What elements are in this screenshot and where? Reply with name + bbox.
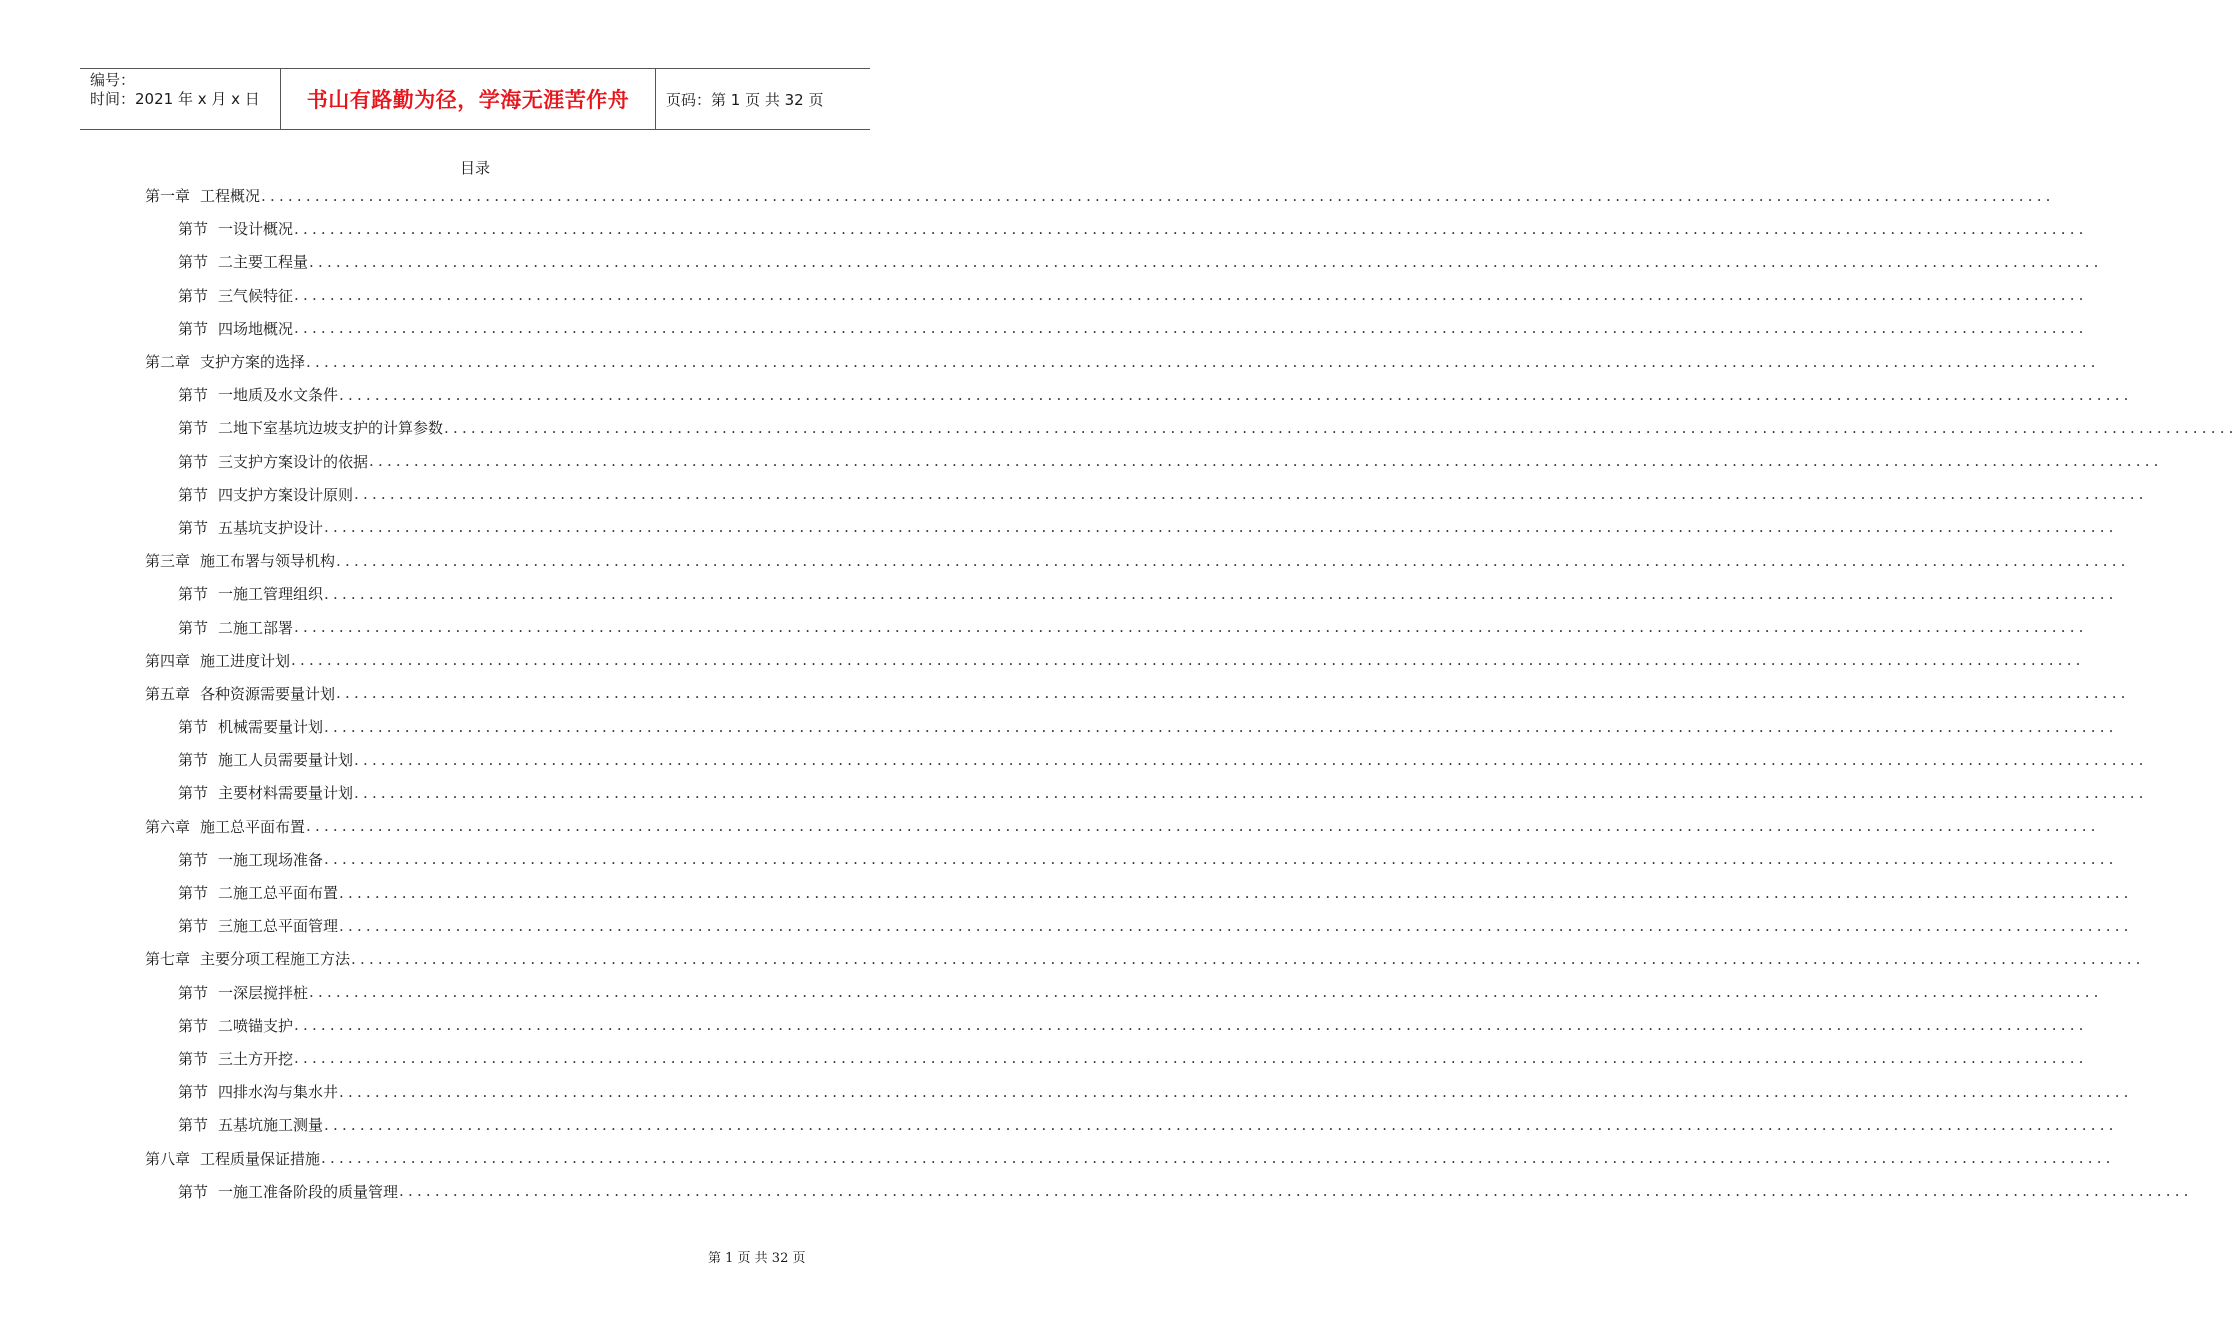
toc-section-entry[interactable] [145,212,2088,245]
toc-entry-number: 第三章 [145,552,191,571]
toc-entry-title: 施工人员需要量计划 [218,751,354,770]
toc-dot-leader: ........................................................................................................................................................................................................ [354,485,2148,504]
toc-section-entry[interactable] [145,1042,2088,1075]
toc-dot-leader: ........................................................................................................................................................................................................ [336,551,2130,570]
toc-dot-leader: ........................................................................................................................................................................................................ [354,783,2148,802]
toc-section-entry[interactable] [145,378,2133,411]
toc-dot-leader: ........................................................................................................................................................................................................ [339,916,2133,935]
toc-entry-number: 第节 [178,286,209,305]
toc-entry-number: 第节 [178,585,209,604]
toc-chapter-entry[interactable] [145,179,2055,212]
toc-section-entry[interactable] [145,312,2088,345]
toc-section-entry[interactable] [145,478,2148,511]
toc-section-entry[interactable] [145,610,2088,643]
toc-entry-number: 第六章 [145,817,191,836]
toc-entry-title: 施工布署与领导机构 [200,552,336,571]
toc-entry-number: 第节 [178,618,209,637]
toc-entry-number: 第四章 [145,651,191,670]
page-header [80,68,870,130]
toc-entry-title: 工程概况 [200,187,261,206]
toc-dot-leader: ........................................................................................................................................................................................................ [294,286,2088,305]
toc-entry-title: 各种资源需要量计划 [200,684,336,703]
toc-dot-leader: ........................................................................................................................................................................................................ [351,949,2145,968]
toc-entry-title: 四支护方案设计原则 [218,485,354,504]
toc-section-entry[interactable] [145,279,2088,312]
toc-section-entry[interactable] [145,843,2118,876]
toc-dot-leader: ........................................................................................................................................................................................................ [309,983,2103,1002]
toc-entry-title: 一深层搅拌桩 [218,983,309,1002]
toc-chapter-entry[interactable] [145,1141,2115,1174]
toc-dot-leader: ........................................................................................................................................................................................................ [339,1082,2133,1101]
toc-entry-number: 第节 [178,253,209,272]
toc-section-entry[interactable] [145,1075,2133,1108]
toc-entry-title: 五基坑施工测量 [218,1116,324,1135]
header-page-info: 页码：第 1 页 共 32 页 [666,90,824,109]
toc-entry-number: 第节 [178,419,209,438]
toc-entry-title: 四排水沟与集水井 [218,1083,339,1102]
toc-entry-title: 三气候特征 [218,286,294,305]
toc-entry-title: 一施工现场准备 [218,850,324,869]
toc-dot-leader: ........................................................................................................................................................................................................ [291,651,2085,670]
toc-chapter-entry[interactable] [145,810,2100,843]
toc-entry-title: 主要材料需要量计划 [218,784,354,803]
toc-dot-leader: ........................................................................................................................................................................................................ [339,385,2133,404]
toc-chapter-entry[interactable] [145,644,2085,677]
document-date: 时间：2021 年 x 月 x 日 [90,90,260,108]
toc-dot-leader: ........................................................................................................................................................................................................ [324,717,2118,736]
document-number-label: 编号： [90,71,136,89]
toc-entry-number: 第节 [178,850,209,869]
toc-chapter-entry[interactable] [145,677,2130,710]
toc-section-entry[interactable] [145,743,2148,776]
toc-entry-number: 第七章 [145,950,191,969]
toc-entry-title: 二施工总平面布置 [218,884,339,903]
toc-entry-number: 第节 [178,784,209,803]
toc-section-entry[interactable] [145,710,2118,743]
toc-entry-number: 第节 [178,485,209,504]
toc-section-entry[interactable] [145,776,2148,809]
toc-entry-number: 第节 [178,1116,209,1135]
toc-dot-leader: ........................................................................................................................................................................................................ [294,319,2088,338]
header-meta [80,69,281,129]
toc-dot-leader: ........................................................................................................................................................................................................ [294,1016,2088,1035]
toc-dot-leader: ........................................................................................................................................................................................................ [294,219,2088,238]
toc-entry-number: 第节 [178,319,209,338]
toc-entry-title: 二喷锚支护 [218,1016,294,1035]
toc-entry-title: 一设计概况 [218,220,294,239]
toc-section-entry[interactable] [145,511,2118,544]
toc-entry-number: 第节 [178,718,209,737]
table-of-contents [145,179,2238,1208]
toc-section-entry[interactable] [145,1009,2088,1042]
toc-dot-leader: ........................................................................................................................................................................................................ [306,817,2100,836]
toc-dot-leader: ........................................................................................................................................................................................................ [324,850,2118,869]
toc-section-entry[interactable] [145,1175,2193,1208]
toc-entry-title: 施工总平面布置 [200,817,306,836]
toc-entry-title: 一施工准备阶段的质量管理 [218,1182,399,1201]
page-footer: 第 1 页 共 32 页 [708,1251,806,1266]
toc-entry-number: 第节 [178,452,209,471]
toc-entry-number: 第节 [178,1083,209,1102]
toc-entry-title: 支护方案的选择 [200,353,306,372]
toc-chapter-entry[interactable] [145,345,2100,378]
toc-entry-title: 四场地概况 [218,319,294,338]
toc-entry-title: 二地下室基坑边坡支护的计算参数 [218,419,444,438]
toc-dot-leader: ........................................................................................................................................................................................................ [324,518,2118,537]
toc-section-entry[interactable] [145,445,2163,478]
toc-title: 目录 [459,159,490,177]
toc-entry-number: 第一章 [145,187,191,206]
toc-section-entry[interactable] [145,245,2103,278]
toc-entry-number: 第五章 [145,684,191,703]
toc-dot-leader: ........................................................................................................................................................................................................ [354,750,2148,769]
toc-dot-leader: ........................................................................................................................................................................................................ [339,883,2133,902]
header-motto: 书山有路勤为径，学海无涯苦作舟 [281,69,656,129]
toc-dot-leader: ........................................................................................................................................................................................................ [294,618,2088,637]
toc-entry-number: 第节 [178,518,209,537]
toc-section-entry[interactable] [145,1108,2118,1141]
toc-entry-title: 工程质量保证措施 [200,1149,321,1168]
toc-entry-title: 一地质及水文条件 [218,386,339,405]
toc-entry-title: 三土方开挖 [218,1049,294,1068]
toc-entry-title: 二施工部署 [218,618,294,637]
toc-dot-leader: ........................................................................................................................................................................................................ [294,1049,2088,1068]
toc-dot-leader: ........................................................................................................................................................................................................ [336,684,2130,703]
toc-dot-leader: ........................................................................................................................................................................................................ [324,1115,2118,1134]
toc-entry-title: 三支护方案设计的依据 [218,452,369,471]
toc-entry-number: 第节 [178,1016,209,1035]
toc-entry-title: 一施工管理组织 [218,585,324,604]
toc-entry-number: 第八章 [145,1149,191,1168]
toc-dot-leader: ........................................................................................................................................................................................................ [399,1182,2193,1201]
toc-section-entry[interactable] [145,976,2103,1009]
toc-dot-leader: ........................................................................................................................................................................................................ [306,352,2100,371]
toc-entry-number: 第节 [178,884,209,903]
toc-entry-title: 施工进度计划 [200,651,291,670]
toc-entry-number: 第节 [178,1182,209,1201]
toc-dot-leader: ........................................................................................................................................................................................................ [324,584,2118,603]
toc-entry-number: 第节 [178,220,209,239]
toc-chapter-entry[interactable] [145,942,2145,975]
toc-entry-number: 第节 [178,983,209,1002]
toc-entry-number: 第节 [178,751,209,770]
toc-section-entry[interactable] [145,909,2133,942]
toc-dot-leader: ........................................................................................................................................................................................................ [444,418,2238,437]
toc-entry-number: 第节 [178,386,209,405]
toc-dot-leader: ........................................................................................................................................................................................................ [261,186,2055,205]
toc-chapter-entry[interactable] [145,544,2130,577]
toc-entry-title: 二主要工程量 [218,253,309,272]
toc-section-entry[interactable] [145,876,2133,909]
toc-dot-leader: ........................................................................................................................................................................................................ [309,252,2103,271]
toc-entry-title: 五基坑支护设计 [218,518,324,537]
toc-entry-title: 主要分项工程施工方法 [200,950,351,969]
toc-entry-title: 三施工总平面管理 [218,917,339,936]
toc-entry-number: 第节 [178,917,209,936]
toc-section-entry[interactable] [145,411,2238,444]
toc-dot-leader: ........................................................................................................................................................................................................ [369,452,2163,471]
toc-entry-number: 第节 [178,1049,209,1068]
toc-entry-title: 机械需要量计划 [218,718,324,737]
toc-dot-leader: ........................................................................................................................................................................................................ [321,1149,2115,1168]
toc-entry-number: 第二章 [145,353,191,372]
toc-section-entry[interactable] [145,577,2118,610]
